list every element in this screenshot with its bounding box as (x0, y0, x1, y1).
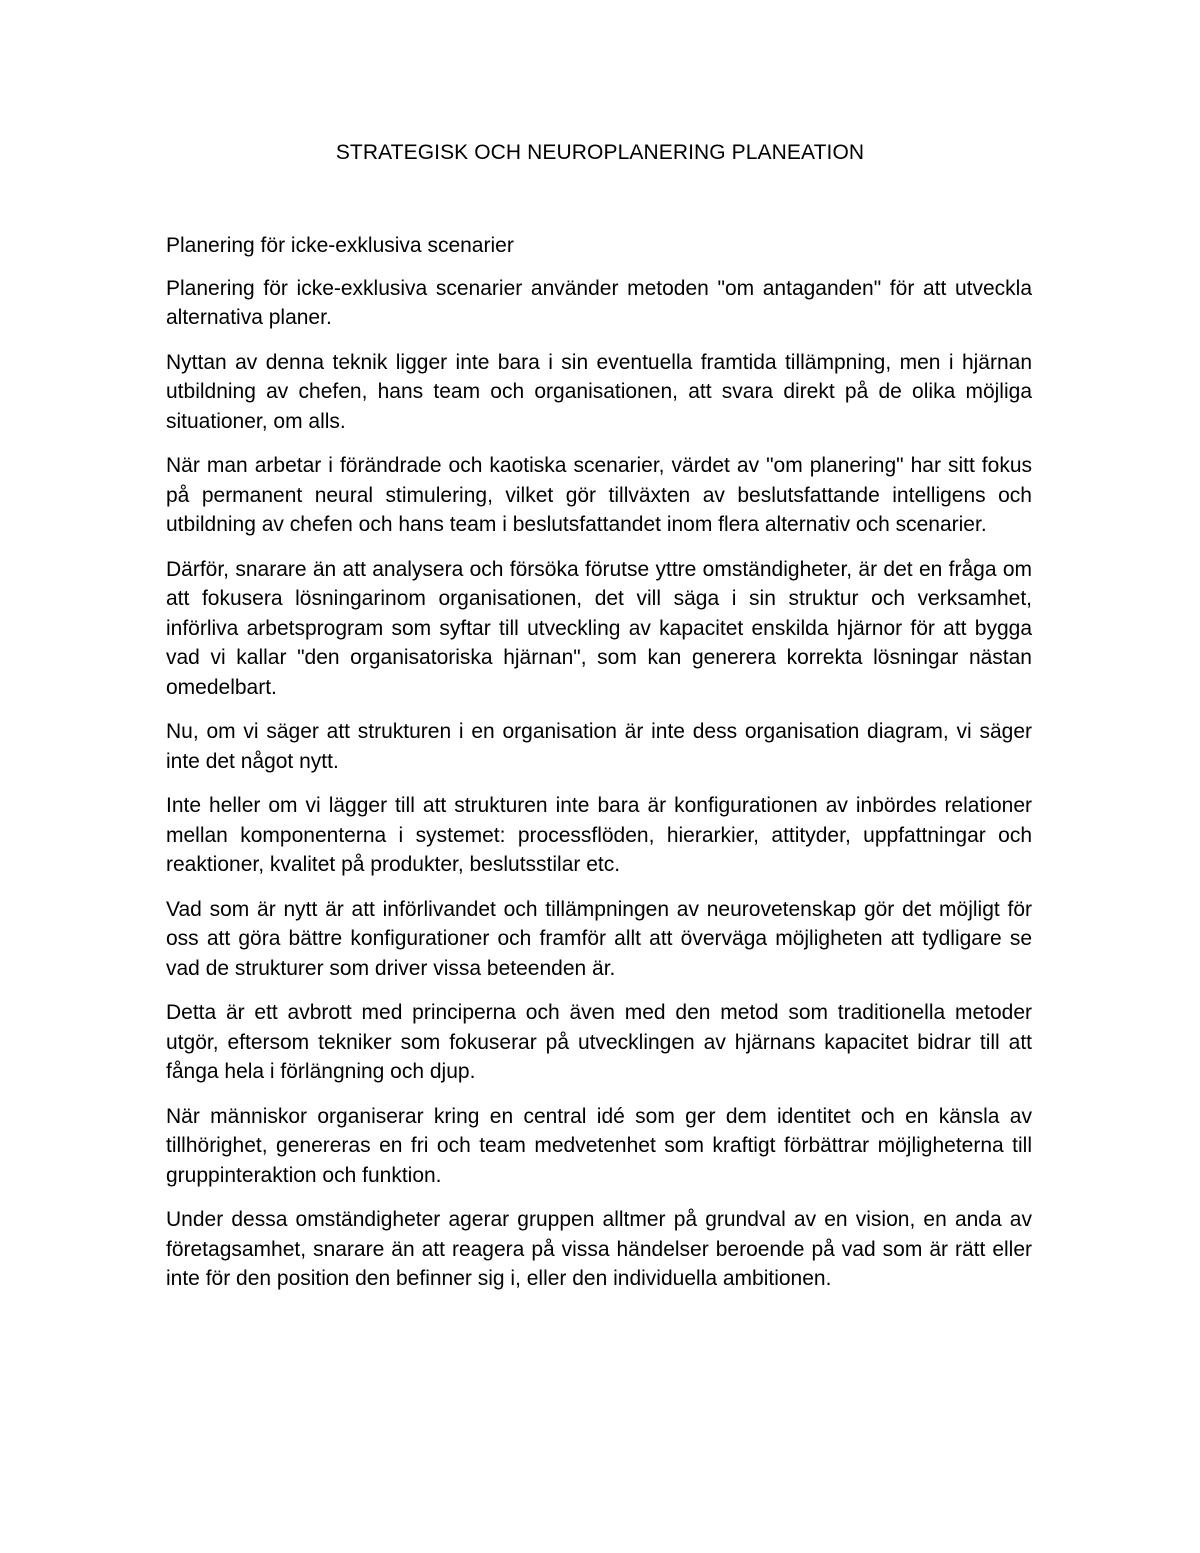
paragraph-3: När man arbetar i förändrade och kaotiska scenarier, värdet av "om planering" har sitt fokus på permanent neural stimulering, vilket gör tillväxten av beslutsfattande intelligens och utbildning av chefen och hans team i beslutsfattandet inom flera alternativ och scenarier. (166, 454, 1032, 536)
paragraph-10: Under dessa omständigheter agerar gruppen alltmer på grundval av en vision, en anda av företagsamhet, snarare än att reagera på vissa händelser beroende på vad som är rätt eller inte för den position den befinner sig i, eller den individuella ambitionen. (166, 1208, 1032, 1290)
paragraph-7: Vad som är nytt är att införlivandet och tillämpningen av neurovetenskap gör det möjligt för oss att göra bättre konfigurationer och framför allt att överväga möjligheten att tydligare se vad de strukturer som driver vissa beteenden är. (166, 897, 1032, 980)
paragraph-2: Nyttan av denna teknik ligger inte bara i sin eventuella framtida tillämpning, men i hjärnan utbildning av chefen, hans team och organisationen, att svara direkt på de olika möjliga situationer, om alls. (166, 350, 1032, 433)
paragraph-9: När människor organiserar kring en central idé som ger dem identitet och en känsla av tillhörighet, genereras en fri och team medvetenhet som kraftigt förbättrar möjligheterna till gruppinteraktion och funktion. (166, 1104, 1032, 1187)
document-title: STRATEGISK OCH NEUROPLANERING PLANEATION (335, 141, 865, 164)
document-body (166, 231, 1032, 1309)
paragraph-6: Inte heller om vi lägger till att strukturen inte bara är konfigurationen av inbördes relationer mellan komponenterna i systemet: processflöden, hierarkier, attityder, uppfattningar och reaktioner, kvalitet på produkter, beslutsstilar etc. (166, 794, 1032, 876)
paragraph-4: Därför, snarare än att analysera och försöka förutse yttre omständigheter, är det en fråga om att fokusera lösningarinom organisationen, det vill säga i sin struktur och verksamhet, införliva arbetsprogram som syftar till utveckling av kapacitet enskilda hjärnor för att bygga vad vi kallar "den organisatoriska hjärnan", som kan generera korrekta lösningar nästan omedelbart. (166, 557, 1032, 699)
section-heading: Planering för icke-exklusiva scenarier (166, 234, 514, 257)
paragraph-5: Nu, om vi säger att strukturen i en organisation är inte dess organisation diagram, vi säger inte det något nytt. (166, 720, 1032, 773)
paragraph-8: Detta är ett avbrott med principerna och även med den metod som traditionella metoder utgör, eftersom tekniker som fokuserar på utvecklingen av hjärnans kapacitet bidrar till att fånga hela i förlängning och djup. (166, 1001, 1032, 1083)
paragraph-1: Planering för icke-exklusiva scenarier använder metoden "om antaganden" för att utveckla alternativa planer. (166, 276, 1032, 329)
